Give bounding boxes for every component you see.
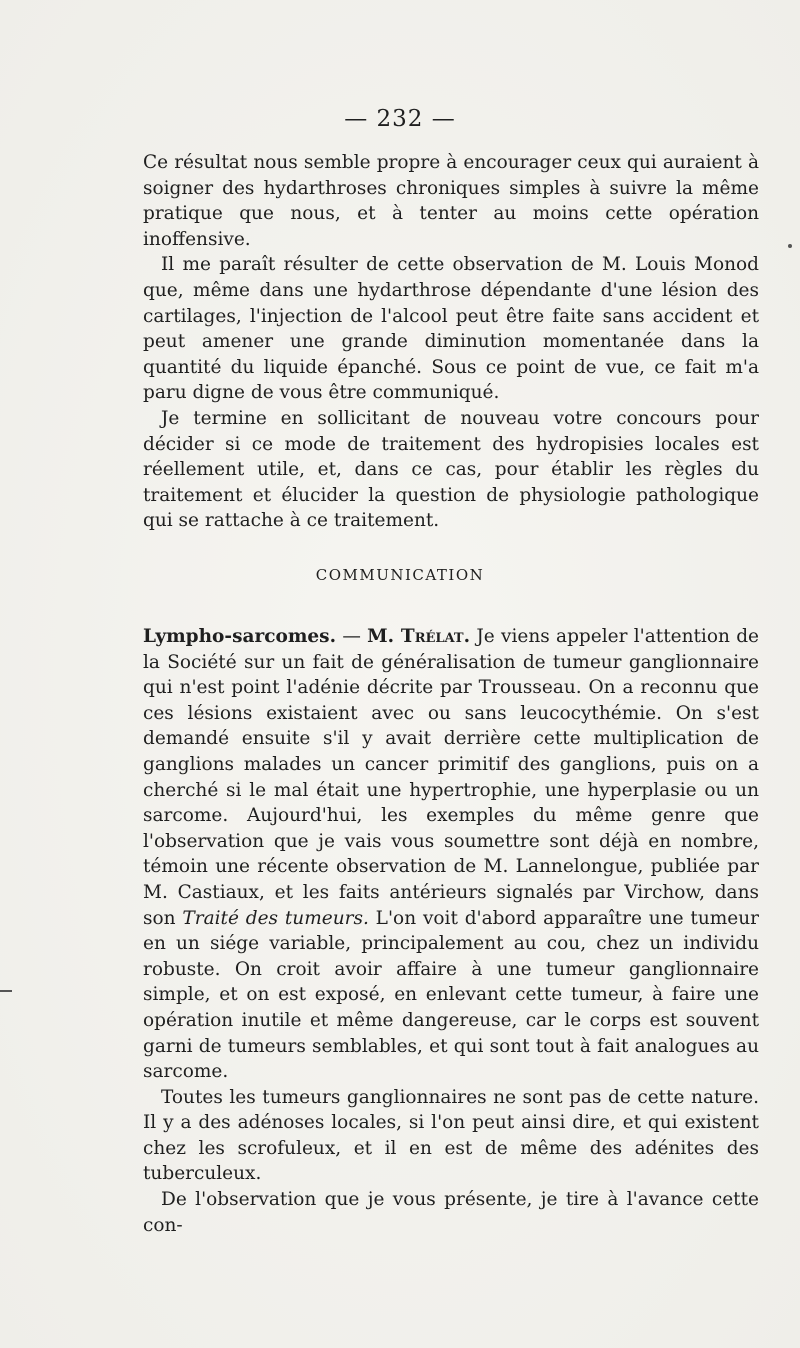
text-block-top <box>143 150 759 534</box>
text-block-communication <box>143 624 759 1238</box>
paragraph: De l'observation que je vous présente, je tire à l'avance cette con- <box>143 1189 759 1236</box>
paragraph: Je termine en sollicitant de nouveau votre concours pour décider si ce mode de traitement des hydropisies locales est réellement utile, et, dans ce cas, pour établir les règles du traitement et élucider la question de physiologie pathologique qui se rattache à ce traitement. <box>143 407 759 532</box>
title-dash: — <box>336 626 368 647</box>
communication-outro: L'on voit d'abord apparaître une tumeur en un siége variable, principalement au cou, chez un individu robuste. On croit avoir affaire à une tumeur ganglionnaire simple, et on est exposé, en enlevant cette tumeur, à faire une opération inutile et même dangereuse, car le corps est souvent garni de tumeurs semblables, et qui sont tout à fait analogues au sarcome. <box>143 907 759 1083</box>
author-name: M. Trélat. <box>367 626 471 647</box>
page-number: — 232 — <box>344 106 456 132</box>
paragraph: Ce résultat nous semble propre à encourager ceux qui auraient à soigner des hydarthroses chroniques simples à suivre la même pratique que nous, et à tenter au moins cette opération inoffensive. <box>143 152 759 250</box>
paragraph: Il me paraît résulter de cette observation de M. Louis Monod que, même dans une hydarthrose dépendante d'une lésion des cartilages, l'injection de l'alcool peut être faite sans accident et peut amener une grande diminution momentanée dans la quantité du liquide épanché. Sous ce point de vue, ce fait m'a paru digne de vous être communiqué. <box>143 254 759 404</box>
run-in-title: Lympho-sarcomes. <box>143 626 337 647</box>
paragraph: Toutes les tumeurs ganglionnaires ne sont pas de cette nature. Il y a des adénoses locales, si l'on peut ainsi dire, et qui existent chez les scrofuleux, et il en est de même des adénites des tuberculeux. <box>143 1086 759 1185</box>
communication-intro: Je viens appeler l'attention de la Société sur un fait de généralisation de tumeur ganglionnaire qui n'est point l'adénie décrite par Trousseau. On a reconnu que ces lésions existaient avec ou sans leucocythémie. On s'est demandé ensuite s'il y avait derrière cette multiplication de ganglions malades un cancer primitif des ganglions, puis on a cherché si le mal était une hypertrophie, une hyperplasie ou un sarcome. Aujourd'hui, les exemples du même genre que l'observation que je vais vous soumettre sont déjà en nombre, témoin une récente observation de M. Lannelongue, publiée par M. Castiaux, et les faits antérieurs signalés par Virchow, dans son <box>143 626 759 929</box>
margin-dot <box>788 244 792 248</box>
page-edge-mark <box>0 990 12 992</box>
book-title: Traité des tumeurs. <box>182 907 369 929</box>
communication-paragraph <box>143 624 759 1085</box>
section-heading: COMMUNICATION <box>315 566 485 584</box>
